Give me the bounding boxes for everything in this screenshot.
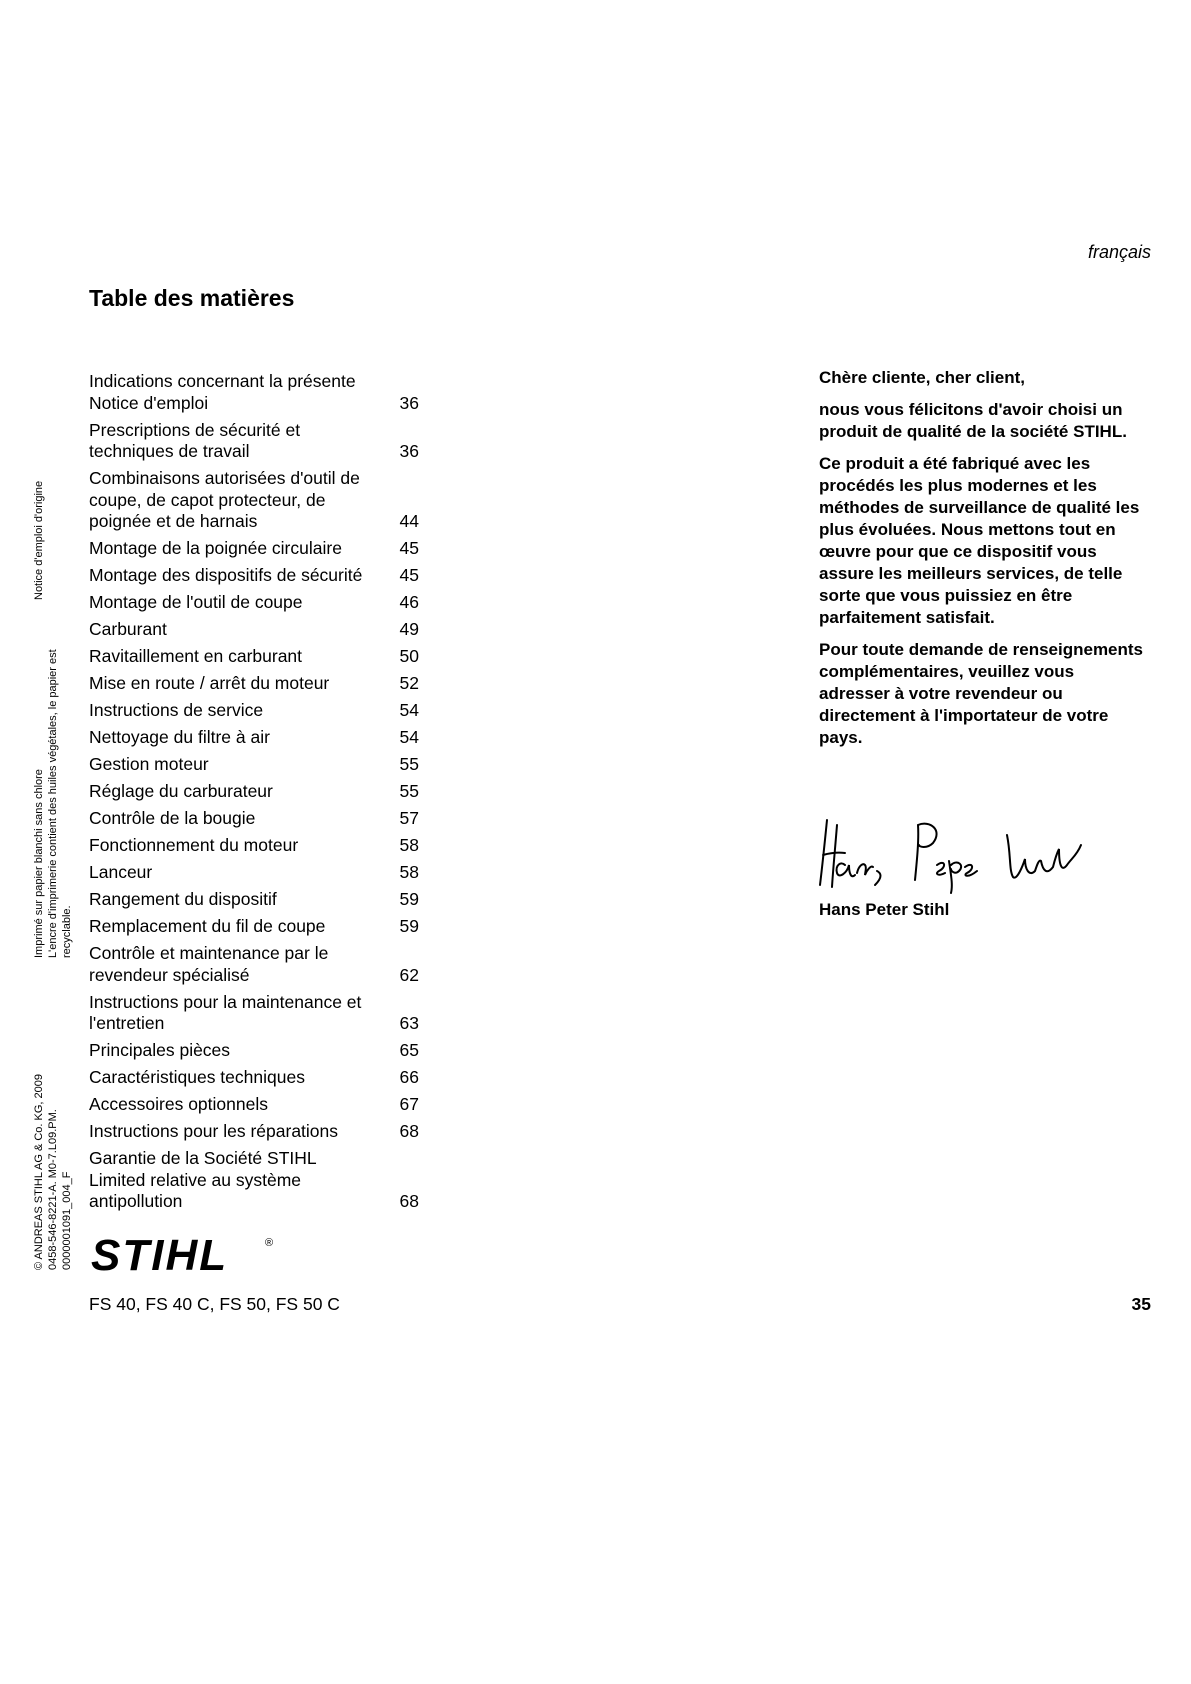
- toc-entry-title: Caractéristiques techniques: [89, 1067, 305, 1087]
- toc-entry: [89, 565, 419, 587]
- toc-entry: [89, 781, 419, 803]
- toc-entry-page: 50: [399, 646, 419, 666]
- toc-entry-page: 49: [399, 619, 419, 639]
- language-label: français: [1087, 242, 1151, 262]
- toc-entry: [89, 420, 419, 463]
- stihl-logo: [89, 1232, 279, 1281]
- toc-entry-title: Prescriptions de sécurité et techniques de travail: [89, 419, 301, 461]
- page-number: 35: [1131, 1294, 1151, 1314]
- toc-entry-title: Montage de la poignée circulaire: [89, 538, 342, 558]
- signature-text: Hans Peter Stihl: [815, 815, 823, 816]
- toc-entry: [89, 1067, 419, 1089]
- model-list: FS 40, FS 40 C, FS 50, FS 50 C: [89, 1294, 340, 1314]
- toc-entry-title: Ravitaillement en carburant: [89, 646, 303, 666]
- toc-entry-title: Contrôle et maintenance par le revendeur spécialisé: [89, 943, 329, 985]
- letter-paragraph-3: Pour toute demande de renseignements complémentaires, veuillez vous adresser à votre revendeur ou directement à l'importateur de votre pays.: [819, 640, 1144, 747]
- toc-entry-title: Remplacement du fil de coupe: [89, 916, 326, 936]
- toc-entry-page: 55: [399, 781, 419, 801]
- letter-salutation: Chère cliente, cher client,: [819, 368, 1025, 387]
- toc-entry: [89, 468, 419, 533]
- copyright-line2: 0458-546-8221-A. M0-7.L09.PM.: [47, 1109, 59, 1270]
- toc-entry: [89, 916, 419, 938]
- toc-entry-title: Instructions pour la maintenance et l'entretien: [89, 991, 362, 1033]
- toc-entry: [89, 1040, 419, 1062]
- toc-entry: [89, 700, 419, 722]
- signer-name: Hans Peter Stihl: [819, 900, 950, 919]
- toc-entry: [89, 1121, 419, 1143]
- toc-entry-title: Mise en route / arrêt du moteur: [89, 673, 330, 693]
- signature: [815, 815, 1115, 900]
- registered-mark: ®: [265, 1237, 274, 1249]
- toc-entry-title: Rangement du dispositif: [89, 889, 277, 909]
- toc-entry-title: Carburant: [89, 619, 167, 639]
- toc-entry-page: 45: [399, 538, 419, 558]
- toc-entry: [89, 646, 419, 668]
- toc-entry-title: Lanceur: [89, 862, 153, 882]
- toc-entry-page: 36: [399, 392, 419, 413]
- paper-note-line1: Imprimé sur papier blanchi sans chlore: [33, 769, 45, 958]
- toc-entry-title: Indications concernant la présente Notice d'emploi: [89, 371, 356, 413]
- toc-entry-page: 57: [399, 808, 419, 828]
- toc-entry: [89, 889, 419, 911]
- toc-entry: [89, 1094, 419, 1116]
- toc-entry-page: 55: [399, 754, 419, 774]
- paper-note-line2: L'encre d'imprimerie contient des huiles végétales, le papier est: [47, 649, 59, 958]
- toc-entry-title: Réglage du carburateur: [89, 781, 273, 801]
- toc-entry-page: 65: [399, 1040, 419, 1060]
- toc-entry-page: 46: [399, 592, 419, 612]
- toc-entry-page: 66: [399, 1067, 419, 1087]
- toc-entry: [89, 673, 419, 695]
- toc-entry-page: 54: [399, 727, 419, 747]
- toc-entry-page: 67: [399, 1094, 419, 1114]
- toc-entry: [89, 1148, 419, 1213]
- toc-entry: [89, 592, 419, 614]
- toc-title: Table des matières: [89, 285, 295, 311]
- toc-entry-title: Combinaisons autorisées d'outil de coupe, de capot protecteur, de poignée et de harnais: [89, 468, 360, 531]
- toc-entry-page: 54: [399, 700, 419, 720]
- welcome-letter: [819, 367, 1149, 759]
- copyright-line3: 0000001091_004_F: [61, 1171, 73, 1270]
- toc-entry-title: Garantie de la Société STIHL Limited relative au système antipollution: [89, 1148, 317, 1211]
- toc-entry-title: Principales pièces: [89, 1040, 231, 1060]
- toc-entry: [89, 808, 419, 830]
- toc-entry: [89, 754, 419, 776]
- toc-entry-title: Instructions pour les réparations: [89, 1121, 339, 1141]
- toc-entry-page: 58: [399, 835, 419, 855]
- toc-entry: [89, 862, 419, 884]
- toc-entry-title: Fonctionnement du moteur: [89, 835, 299, 855]
- toc-entry: [89, 835, 419, 857]
- stihl-logo-graphic: [89, 1232, 279, 1276]
- toc-entry-page: 68: [399, 1121, 419, 1141]
- toc-entry: [89, 992, 419, 1035]
- toc-entry-title: Instructions de service: [89, 700, 264, 720]
- paper-note-line3: recyclable.: [61, 905, 73, 958]
- letter-paragraph-2: Ce produit a été fabriqué avec les procédés les plus modernes et les méthodes de surveillance de qualité les plus évoluées. Nous mettons tout en œuvre pour que ce dispositif vous assure les meilleurs services, de telle sorte que vous puissiez en être parfaitement satisfait.: [819, 454, 1140, 627]
- toc-entry: [89, 727, 419, 749]
- toc-entry-page: 36: [399, 441, 419, 461]
- toc-entry-page: 45: [399, 565, 419, 585]
- original-notice-label: Notice d'emploi d'origine: [33, 480, 45, 600]
- toc-entry-title: Montage de l'outil de coupe: [89, 592, 303, 612]
- copyright-line1: © ANDREAS STIHL AG & Co. KG, 2009: [33, 1074, 45, 1270]
- toc-entry-page: 62: [399, 964, 419, 985]
- stihl-logo-text: STIHL: [91, 1232, 229, 1276]
- toc-entry-title: Accessoires optionnels: [89, 1094, 268, 1114]
- toc-entry-page: 63: [399, 1013, 419, 1033]
- toc-entry-title: Montage des dispositifs de sécurité: [89, 565, 363, 585]
- letter-paragraph-1: nous vous félicitons d'avoir choisi un produit de qualité de la société STIHL.: [819, 400, 1127, 441]
- toc-entry-page: 52: [399, 673, 419, 693]
- table-of-contents: [89, 371, 419, 1218]
- toc-entry-page: 44: [399, 511, 419, 531]
- toc-entry: [89, 619, 419, 641]
- handwritten-signature: [815, 815, 1115, 895]
- toc-entry-page: 59: [399, 889, 419, 909]
- toc-entry-page: 58: [399, 862, 419, 882]
- toc-entry: [89, 943, 419, 986]
- toc-entry-title: Gestion moteur: [89, 754, 209, 774]
- toc-entry-page: 68: [399, 1191, 419, 1211]
- toc-entry: [89, 371, 419, 414]
- toc-entry-page: 59: [399, 916, 419, 936]
- toc-entry: [89, 538, 419, 560]
- toc-entry-title: Contrôle de la bougie: [89, 808, 256, 828]
- toc-entry-title: Nettoyage du filtre à air: [89, 727, 270, 747]
